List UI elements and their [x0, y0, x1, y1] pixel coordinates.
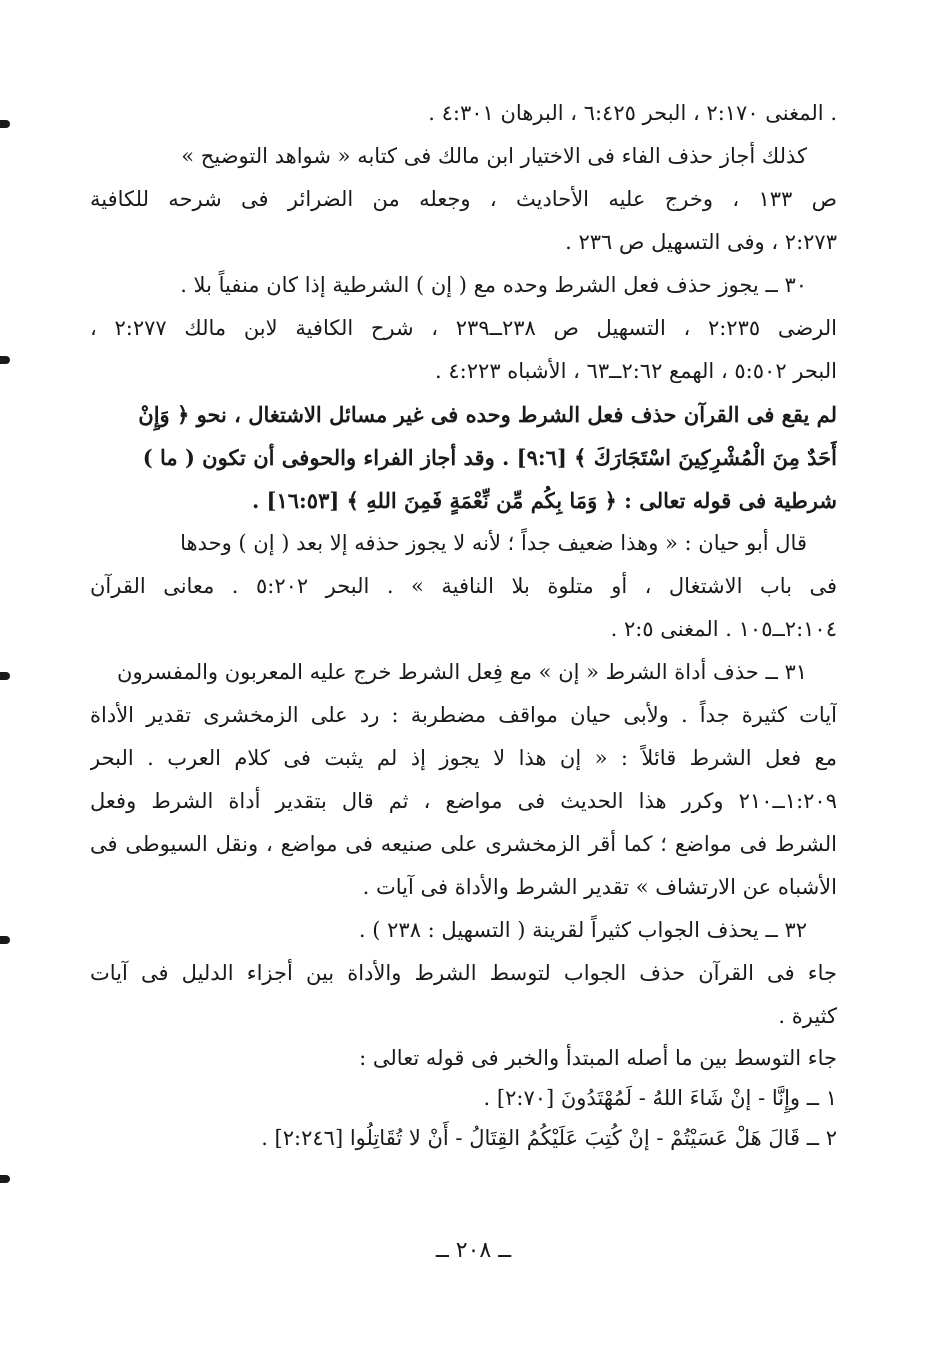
text-line: . المغنى ٢:١٧٠ ، البحر ٦:٤٢٥ ، البرهان ٤:٣٠١ . — [428, 101, 837, 125]
text-line: مع فعل الشرط قائلاً : « إن هذا لا يجوز إذ لم يثبت فى كلام العرب . البحر — [90, 746, 837, 770]
text-line: ص ١٣٣ ، وخرج عليه الأحاديث ، وجعله من الضرائر فى شرحه للكافية — [90, 187, 837, 211]
text-line: فى باب الاشتغال ، أو متلوة بلا النافية » . البحر ٥:٢٠٢ . معانى القرآن — [90, 574, 837, 598]
quran-example-line: ٢ ــ قَالَ هَلْ عَسَيْتُمْ - إنْ كُتِبَ عَلَيْكُمُ القِتَالُ - أَنْ لا تُقَاتِلُوا [٢:٢٤٦] . — [261, 1126, 837, 1150]
margin-mark — [0, 672, 10, 680]
text-line: جاء التوسط بين ما أصله المبتدأ والخبر فى قوله تعالى : — [359, 1046, 837, 1070]
margin-mark — [0, 120, 10, 128]
text-line: ٣١ ــ حذف أداة الشرط « إن » مع فِعل الشرط خرج عليه المعربون والمفسرون — [117, 660, 807, 684]
margin-mark — [0, 1175, 10, 1183]
text-line: قال أبو حيان : « وهذا ضعيف جداً ؛ لأنه لا يجوز حذفه إلا بعد ( إن ) وحدها — [180, 531, 807, 555]
margin-mark — [0, 936, 10, 944]
text-line: ١:٢٠٩ــ٢١٠ وكرر هذا الحديث فى مواضع ، ثم قال بتقدير أداة الشرط وفعل — [90, 789, 837, 813]
text-line: ٣٢ ــ يحذف الجواب كثيراً لقرينة ( التسهيل : ٢٣٨ ) . — [358, 918, 807, 942]
page-body — [90, 92, 837, 1158]
text-line: جاء فى القرآن حذف الجواب لتوسط الشرط والأداة بين أجزاء الدليل فى آيات — [90, 961, 837, 985]
margin-mark — [0, 356, 10, 364]
text-line: ٣٠ ــ يجوز حذف فعل الشرط وحده مع ( إن ) الشرطية إذا كان منفياً بلا . — [180, 273, 807, 297]
quran-verse-line: أَحَدٌ مِنَ الْمُشْرِكِينَ اسْتَجَارَكَ ﴾ [٩:٦] . وقد أجاز الفراء والحوفى أن تكون ( ما ) — [142, 445, 837, 470]
text-line: الأشباه عن الارتشاف » تقدير الشرط والأداة فى آيات . — [362, 875, 837, 899]
quran-verse-line: لم يقع فى القرآن حذف فعل الشرط وحده فى غير مسائل الاشتغال ، نحو ﴿ وَإِنْ — [138, 402, 837, 427]
text-line: ٢:٢٧٣ ، وفى التسهيل ص ٢٣٦ . — [565, 230, 837, 254]
text-line: آيات كثيرة جداً . ولأبى حيان مواقف مضطربة : رد على الزمخشرى تقدير الأداة — [90, 703, 837, 727]
text-line: الرضى ٢:٢٣٥ ، التسهيل ص ٢٣٨ــ٢٣٩ ، شرح الكافية لابن مالك ٢:٢٧٧ ، — [90, 316, 837, 340]
page-number: ــ ٢٠٨ ــ — [435, 1238, 512, 1263]
text-line: كثيرة . — [778, 1004, 837, 1028]
quran-verse-line: شرطية فى قوله تعالى : ﴿ وَمَا بِكُم مِّن نِّعْمَةٍ فَمِنَ اللهِ ﴾ [١٦:٥٣] . — [251, 488, 837, 513]
text-line: البحر ٥:٥٠٢ ، الهمع ٢:٦٢ــ٦٣ ، الأشباه ٤:٢٢٣ . — [435, 359, 837, 383]
text-line: كذلك أجاز حذف الفاء فى الاختيار ابن مالك فى كتابه « شواهد التوضيح » — [181, 144, 807, 168]
text-line: ٢:١٠٤ــ١٠٥ . المغنى ٢:٥ . — [610, 617, 837, 641]
text-line: الشرط فى مواضع ؛ كما أقر الزمخشرى على صنيعه فى مواضع ، ونقل السيوطى فى — [90, 832, 837, 856]
quran-example-line: ١ ــ وإِنَّا - إنْ شَاءَ اللهُ - لَمُهْتَدُونَ [٢:٧٠] . — [483, 1086, 837, 1110]
